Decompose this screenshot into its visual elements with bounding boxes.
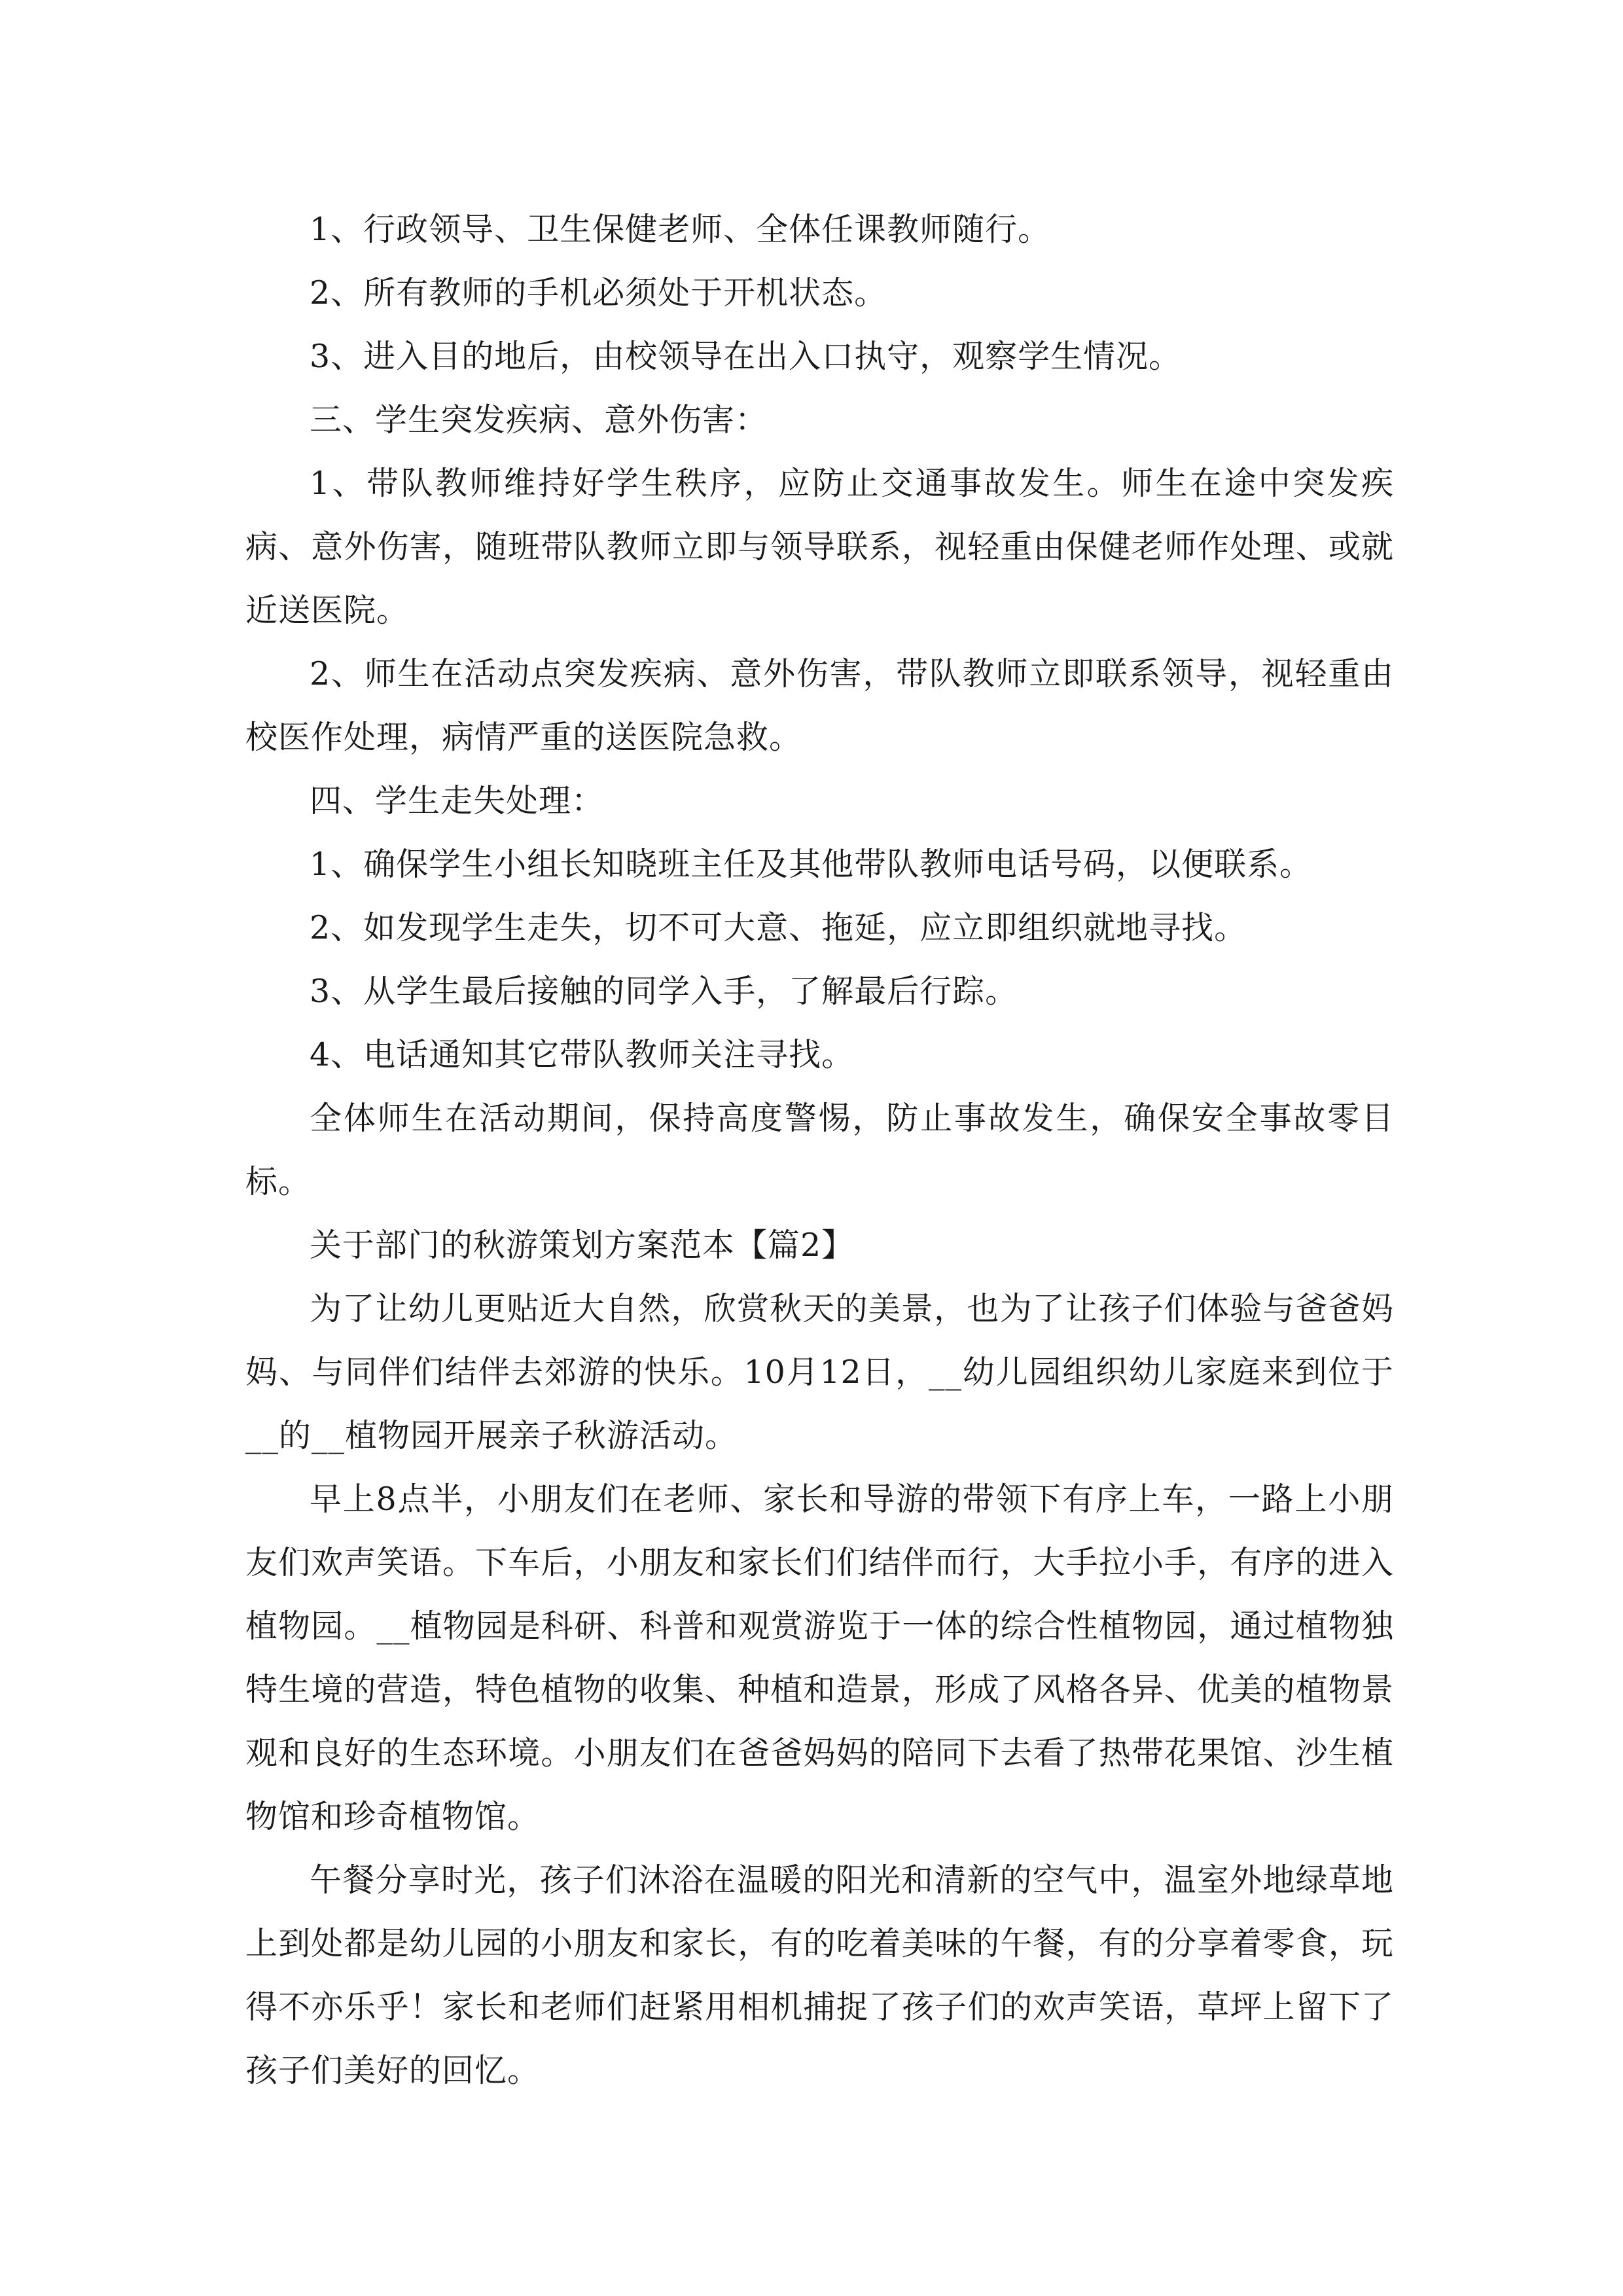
paragraph: 2、如发现学生走失，切不可大意、拖延，应立即组织就地寻找。 [310,909,1247,946]
paragraph: 4、电话通知其它带队教师关注寻找。 [310,1036,855,1073]
paragraph: 2、所有教师的手机必须处于开机状态。 [310,274,887,312]
section-heading: 四、学生走失处理： [310,782,605,819]
paragraph: 1、行政领导、卫生保健老师、全体任课教师随行。 [310,211,1051,248]
paragraph: 1、带队教师维持好学生秩序，应防止交通事故发生。师生在途中突发疾病、意外伤害，随班带队教师立即与领导联系，视轻重由保健老师作处理、或就近送医院。 [245,465,1394,629]
paragraph: 为了让幼儿更贴近大自然，欣赏秋天的美景，也为了让孩子们体验与爸爸妈妈、与同伴们结伴去郊游的快乐。10月12日，__幼儿园组织幼儿家庭来到位于__的__植物园开展亲子秋游活动。 [245,1290,1394,1454]
paragraph: 1、确保学生小组长知晓班主任及其他带队教师电话号码，以便联系。 [310,846,1313,883]
paragraph: 3、进入目的地后，由校领导在出入口执守，观察学生情况。 [310,338,1182,375]
paragraph: 午餐分享时光，孩子们沐浴在温暖的阳光和清新的空气中，温室外地绿草地上到处都是幼儿园的小朋友和家长，有的吃着美味的午餐，有的分享着零食，玩得不亦乐乎！家长和老师们赶紧用相机捕捉了孩子们的欢声笑语，草坪上留下了孩子们美好的回忆。 [245,1861,1394,2089]
paragraph: 2、师生在活动点突发疾病、意外伤害，带队教师立即联系领导，视轻重由校医作处理，病情严重的送医院急救。 [245,655,1394,756]
paragraph: 3、从学生最后接触的同学入手，了解最后行踪。 [310,973,1018,1010]
paragraph: 早上8点半，小朋友们在老师、家长和导游的带领下有序上车，一路上小朋友们欢声笑语。下车后，小朋友和家长们们结伴而行，大手拉小手，有序的进入植物园。__植物园是科研、科普和观赏游览于一体的综合性植物园，通过植物独特生境的营造，特色植物的收集、种植和造景，形成了风格各异、优美的植物景观和良好的生态环境。小朋友们在爸爸妈妈的陪同下去看了热带花果馆、沙生植物馆和珍奇植物馆。 [245,1480,1394,1835]
section-heading: 三、学生突发疾病、意外伤害： [310,401,768,439]
article-title: 关于部门的秋游策划方案范本【篇2】 [310,1227,855,1264]
paragraph: 全体师生在活动期间，保持高度警惕，防止事故发生，确保安全事故零目标。 [245,1100,1394,1200]
document-body [245,198,1394,2102]
